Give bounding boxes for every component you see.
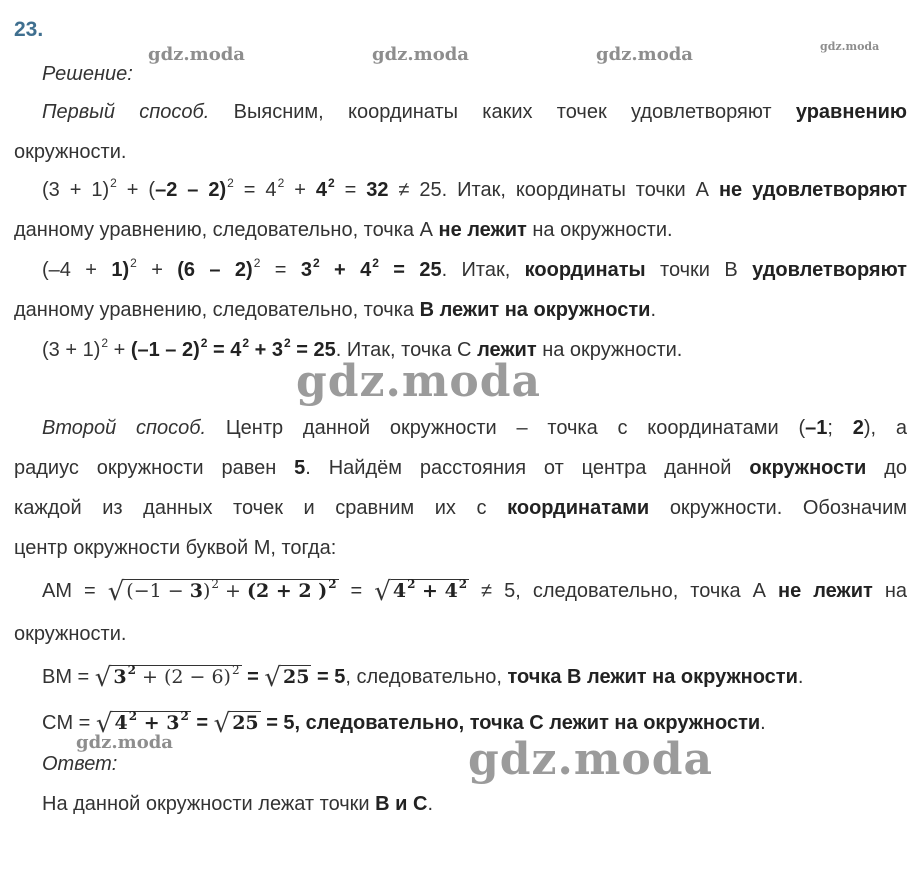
watermark: gdz.moda [372, 44, 469, 65]
sqrt-bm-2: √ 25 [264, 663, 310, 693]
am-line2: окружности. [14, 623, 127, 645]
watermark: gdz.moda [148, 44, 245, 65]
cm-calculation: CM = √ $4^2 + 3^2$ = √ 25 = 5, следовательно, точка С лежит на окружности. [42, 709, 766, 739]
bm-calculation: BM = √ $3^2 + (2 - 6)^2$ = √ 25 = 5, следовательно, точка В лежит на окружности. [42, 663, 804, 693]
method1-intro: Первый способ. Выясним, координаты каких точек удовлетворяют уравнению [42, 101, 907, 123]
sqrt-cm-1: √ $4^2 + 3^2$ [95, 709, 189, 739]
watermark: gdz.moda [596, 44, 693, 65]
sqrt-bm-1: √ $3^2 + (2 - 6)^2$ [94, 663, 240, 693]
method2-line2: радиус окружности равен 5. Найдём расстояния от центра данной окружности до [14, 457, 907, 479]
method2-line1: Второй способ. Центр данной окружности – точка с координатами (–1; 2), а [42, 417, 908, 439]
point-b-conclusion: данному уравнению, следовательно, точка В лежит на окружности. [14, 299, 657, 321]
solution-heading: Решение: [42, 63, 133, 85]
sqrt-am-1: √ $(-1 - 3)^2 + (2 + 2$ )$^2$ [107, 577, 337, 607]
answer-text: На данной окружности лежат точки В и С. [42, 793, 434, 815]
point-a-conclusion: данному уравнению, следовательно, точка А не лежит на окружности. [14, 219, 673, 241]
watermark: gdz.moda [468, 734, 714, 785]
point-b-check: $(-4 + 1)^2 + (6 - 2)^2 = 3^2 + 4^2 = 25$. Итак, координаты точки В удовлетворяют [42, 256, 907, 281]
watermark: gdz.moda [820, 40, 880, 53]
watermark: gdz.moda [296, 356, 542, 407]
answer-heading: Ответ: [42, 753, 118, 775]
sqrt-cm-2: √ 25 [213, 709, 259, 739]
point-c-check: $(3 + 1)^2 + (-1 - 2)^2 = 4^2 + 3^2 = 25$. Итак, точка С лежит на окружности. [42, 336, 683, 361]
point-a-check: $(3 + 1)^2 + (-2 - 2)^2 = 4^2 + 4^2 = 32 \ne 25$. Итак, координаты точки А не удовлетворяют [42, 176, 908, 201]
method2-line3: каждой из данных точек и сравним их с координатами окружности. Обозначим [14, 497, 907, 519]
method1-intro-cont: окружности. [14, 141, 127, 163]
watermark: gdz.moda [76, 732, 173, 753]
problem-number: 23. [14, 18, 44, 41]
sqrt-am-2: √ $4^2 + 4^2$ [374, 577, 468, 607]
am-calculation: AM = √ $(-1 - 3)^2 + (2 + 2$ )$^2$ = √ $4^2 + 4^2 \ne 5$, следовательно, точка А не лежит на [42, 577, 907, 607]
method2-line4: центр окружности буквой М, тогда: [14, 537, 337, 559]
